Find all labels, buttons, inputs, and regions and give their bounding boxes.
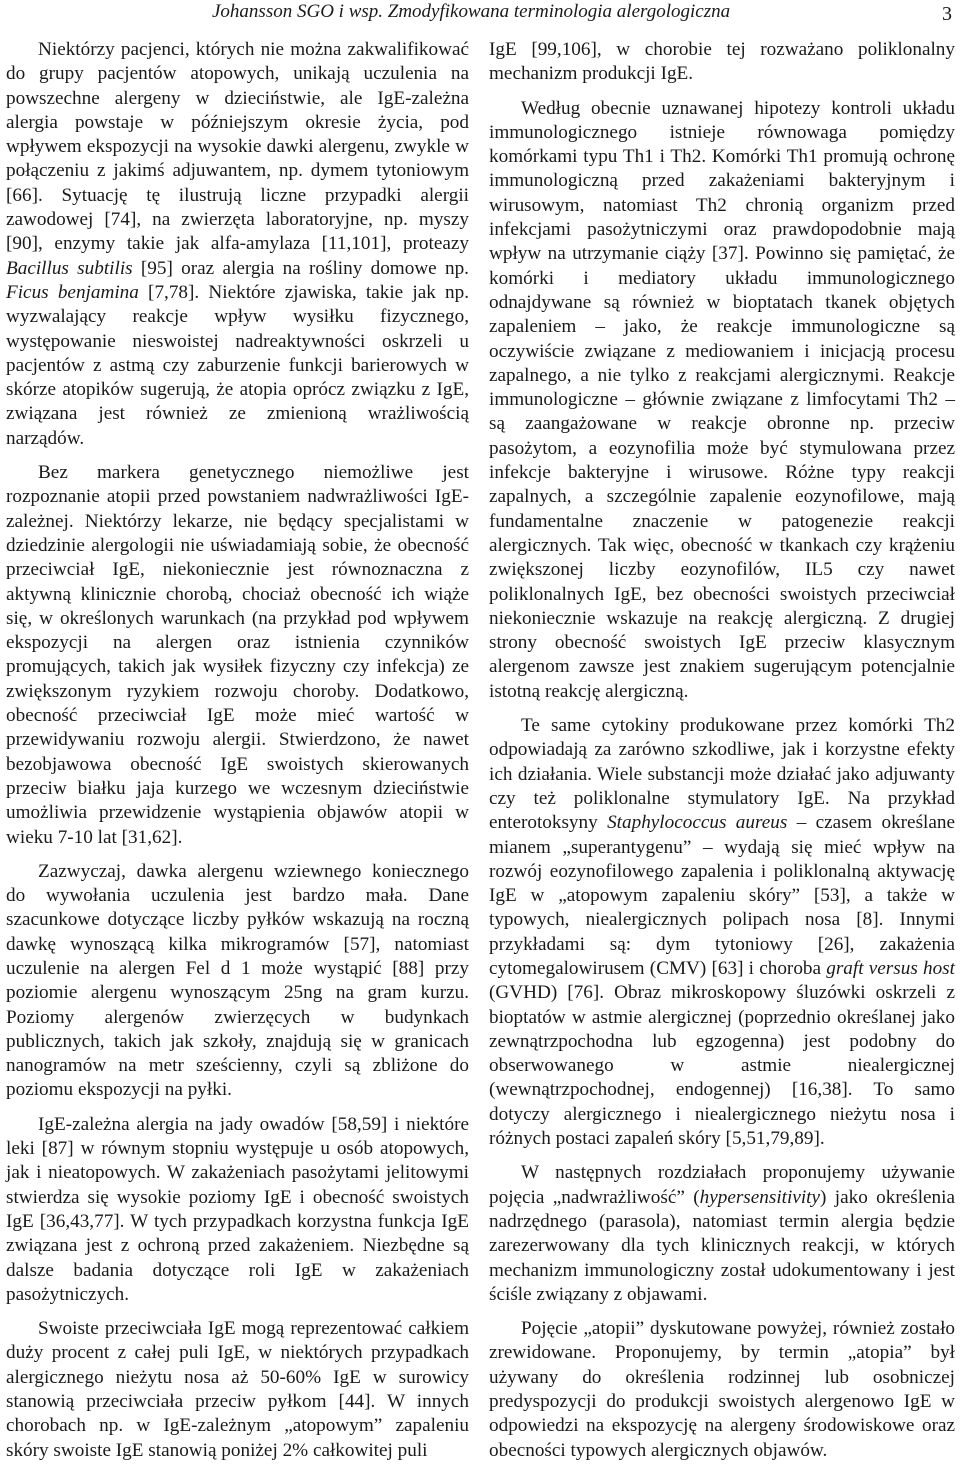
- paragraph: Według obecnie uznawanej hipotezy kontroli układu immunologicznego istnieje równowaga pomiędzy komórkami typu Th1 i Th2. Komórki Th1 promują ochronę immunologiczną przed zakażeniami bakteryjnym i wirusowym, natomiast Th2 chronią organizm przed infekcjami pasożytniczymi oraz prawdopodobnie mają wpływ na utrzymanie ciąży [37]. Powinno się pamiętać, że komórki i mediatory układu immunologicznego odnajdywane są również w bioptatach tkanek objętych zapaleniem – jako, że reakcje immunologiczne są oczywiście związane z mediowaniem i inicjacją procesu zapalnego, a nie tylko z reakcjami alergicznymi. Reakcje immunologiczne – głównie związane z limfocytami Th2 – są zaangażowane w reakcje obronne np. przeciw pasożytom, a eozynofilia może być stymulowana przez infekcje bakteryjne i wirusowe. Różne typy reakcji zapalnych, a szczególnie zapalenie eozynofilowe, mają fundamentalne znaczenie w patogenezie reakcji alergicznych. Tak więc, obecność w tkankach czy krążeniu zwiększonej liczby eozynofilów, IL5 czy nawet poliklonalnych IgE, bez obecności swoistych przeciwciał niekoniecznie wskazuje na reakcję alergiczną. Z drugiej strony obecność swoistych IgE przeciw klasycznym alergenom zawsze jest znakiem sugerującym potencjalnie istotną reakcję alergiczną.: [489, 97, 955, 702]
- paragraph: IgE-zależna alergia na jady owadów [58,59] i niektóre leki [87] w równym stopniu występuje u osób atopowych, jak i nieatopowych. W zakażeniach pasożytami jelitowymi stwierdza się wysokie poziomy IgE i obecność swoistych IgE [36,43,77]. W tych przypadkach korzystna funkcja IgE związana jest z ochroną przed zakażeniem. Niezbędne są dalsze badania dotyczące roli IgE w zakażeniach pasożytniczych.: [6, 1113, 469, 1305]
- paragraph: Bez markera genetycznego niemożliwe jest rozpoznanie atopii przed powstaniem nadwrażliwości IgE-zależnej. Niektórzy lekarze, nie będący specjalistami w dziedzinie alergologii nie uświadamiają sobie, że obecność przeciwciał IgE, niekoniecznie jest równoznaczna z aktywną klinicznie chorobą, chociaż obecność ich wiąże się, w określonych warunkach (na przykład pod wpływem ekspozycji na alergen oraz istnienia czynników promujących, takich jak wysiłek fizyczny czy infekcja) ze zwiększonym ryzykiem rozwoju choroby. Dodatkowo, obecność przeciwciał IgE może mieć wartość w przewidywaniu rozwoju alergii. Stwierdzono, że nawet bezobjawowa obecność IgE swoistych skierowanych przeciw białku jaja kurzego we wczesnym dzieciństwie umożliwia przewidzenie wystąpienia objawów atopii w wieku 7-10 lat [31,62].: [6, 462, 469, 848]
- paragraph: Swoiste przeciwciała IgE mogą reprezentować całkiem duży procent z całej puli IgE, w niektórych przypadkach alergicznego nieżytu nosa aż 50-60% IgE w surowicy stanowią przeciwciała przeciw pyłkom [44]. W innych chorobach np. w IgE-zależnym „atopowym” zapaleniu skóry swoiste IgE stanowią poniżej 2% całkowitej puli: [6, 1318, 469, 1461]
- text-run: [95] oraz alergia na rośliny domowe np.: [132, 257, 469, 279]
- left-column: [6, 38, 469, 1473]
- paragraph-continuation: IgE [99,106], w chorobie tej rozważano poliklonalny mechanizm produkcji IgE.: [489, 39, 955, 85]
- text-run: [7,78]. Niektóre zjawiska, takie jak np. wyzwalający reakcje wpływ wysiłku fizycznego, występowanie nieswoistej nadreaktywności oskrzeli u pacjentów z astmą czy zaburzenie funkcji barierowych w skórze atopików sugerują, że atopia oprócz związku z IgE, związana jest również ze zmienioną wrażliwością narządów.: [6, 281, 469, 449]
- right-column: [489, 38, 955, 1473]
- paragraph: Zazwyczaj, dawka alergenu wziewnego koniecznego do wywołania uczulenia jest bardzo mała. Dane szacunkowe dotyczące liczby pyłków wskazują na roczną dawkę wynoszącą kilka mikrogramów [57], natomiast uczulenie na alergen Fel d 1 może wystąpić [88] przy poziomie alergenu wynoszącym 25ng na gram kurzu. Poziomy alergenów zwierzęcych w budynkach publicznych, takich jak szkoły, znajdują się w granicach nanogramów na metr sześcienny, czyli są zbliżone do poziomu ekspozycji na pyłki.: [6, 860, 469, 1101]
- paragraph: Pojęcie „atopii” dyskutowane powyżej, również zostało zrewidowane. Proponujemy, by termin „atopia” był używany do określenia rodzinnej lub osobniczej predyspozycji do produkcji swoistych alergenowo IgE w odpowiedzi na ekspozycję na alergeny środowiskowe oraz obecności typowych alergicznych objawów.: [489, 1318, 955, 1461]
- text-run: – czasem określane mianem „superantygenu” – wydają się mieć wpływ na rozwój eozynofilowego zapalenia i poliklonalną aktywację IgE w „atopowym zapaleniu skóry” [53], a także w typowych, niealergicznych polipach nosa [8]. Innymi przykładami są: dym tytoniowy [26], zakażenia cytomegalowirusem (CMV) [63] i choroba: [489, 812, 955, 979]
- species-name: Bacillus subtilis: [6, 257, 133, 279]
- page-header: [0, 0, 960, 30]
- text-run: W następnych rozdziałach proponujemy używanie pojęcia „nadwrażliwość” (: [489, 1162, 955, 1208]
- species-name: Ficus benjamina: [6, 281, 139, 303]
- term-italic: hypersensitivity: [699, 1186, 821, 1208]
- text-run: ) jako określenia nadrzędnego (parasola), natomiast termin alergia będzie zarezerwowany dla tych klinicznych reakcji, w których mechanizm immunologiczny został udokumentowany i jest ściśle związany z objawami.: [489, 1186, 955, 1305]
- paragraph: [489, 714, 955, 1151]
- page-number: 3: [942, 3, 952, 25]
- text-run: (GVHD) [76]. Obraz mikroskopowy śluzówki oskrzeli z bioptatów w astmie alergicznej (poprzednio określanej jako zewnątrzpochodna lub egzogenna) jest podobny do obserwowanego w astmie niealergicznej (wewnątrzpochodnej, endogennej) [16,38]. To samo dotyczy alergicznego i niealergicznego nieżytu nosa i różnych postaci zapaleń skóry [5,51,79,89].: [489, 982, 955, 1150]
- paragraph: [6, 38, 469, 451]
- species-name: Staphylococcus aureus: [607, 812, 788, 834]
- text-run: Te same cytokiny produkowane przez komórki Th2 odpowiadają za zarówno szkodliwe, jak i korzystne efekty ich działania. Wiele substancji może działać jako adjuwanty czy też poliklonalne stymulatory IgE. Na przykład enterotoksyny: [489, 715, 955, 834]
- running-title: Johansson SGO i wsp. Zmodyfikowana terminologia alergologiczna: [212, 1, 731, 22]
- paragraph: [489, 1161, 955, 1307]
- term-italic: graft versus host: [826, 957, 955, 979]
- text-run: Niektórzy pacjenci, których nie można zakwalifikować do grupy pacjentów atopowych, unikają uczulenia na powszechne alergeny w dzieciństwie, ale IgE-zależna alergia powstaje w późniejszym okresie życia, pod wpływem ekspozycji na wysokie dawki alergenu, zwykle w połączeniu z jakimś adjuwantem, np. dymem tytoniowym [66]. Sytuację tę ilustrują liczne przypadki alergii zawodowej [74], na zwierzęta laboratoryjne, np. myszy [90], enzymy takie jak alfa-amylaza [11,101], proteazy: [6, 39, 469, 255]
